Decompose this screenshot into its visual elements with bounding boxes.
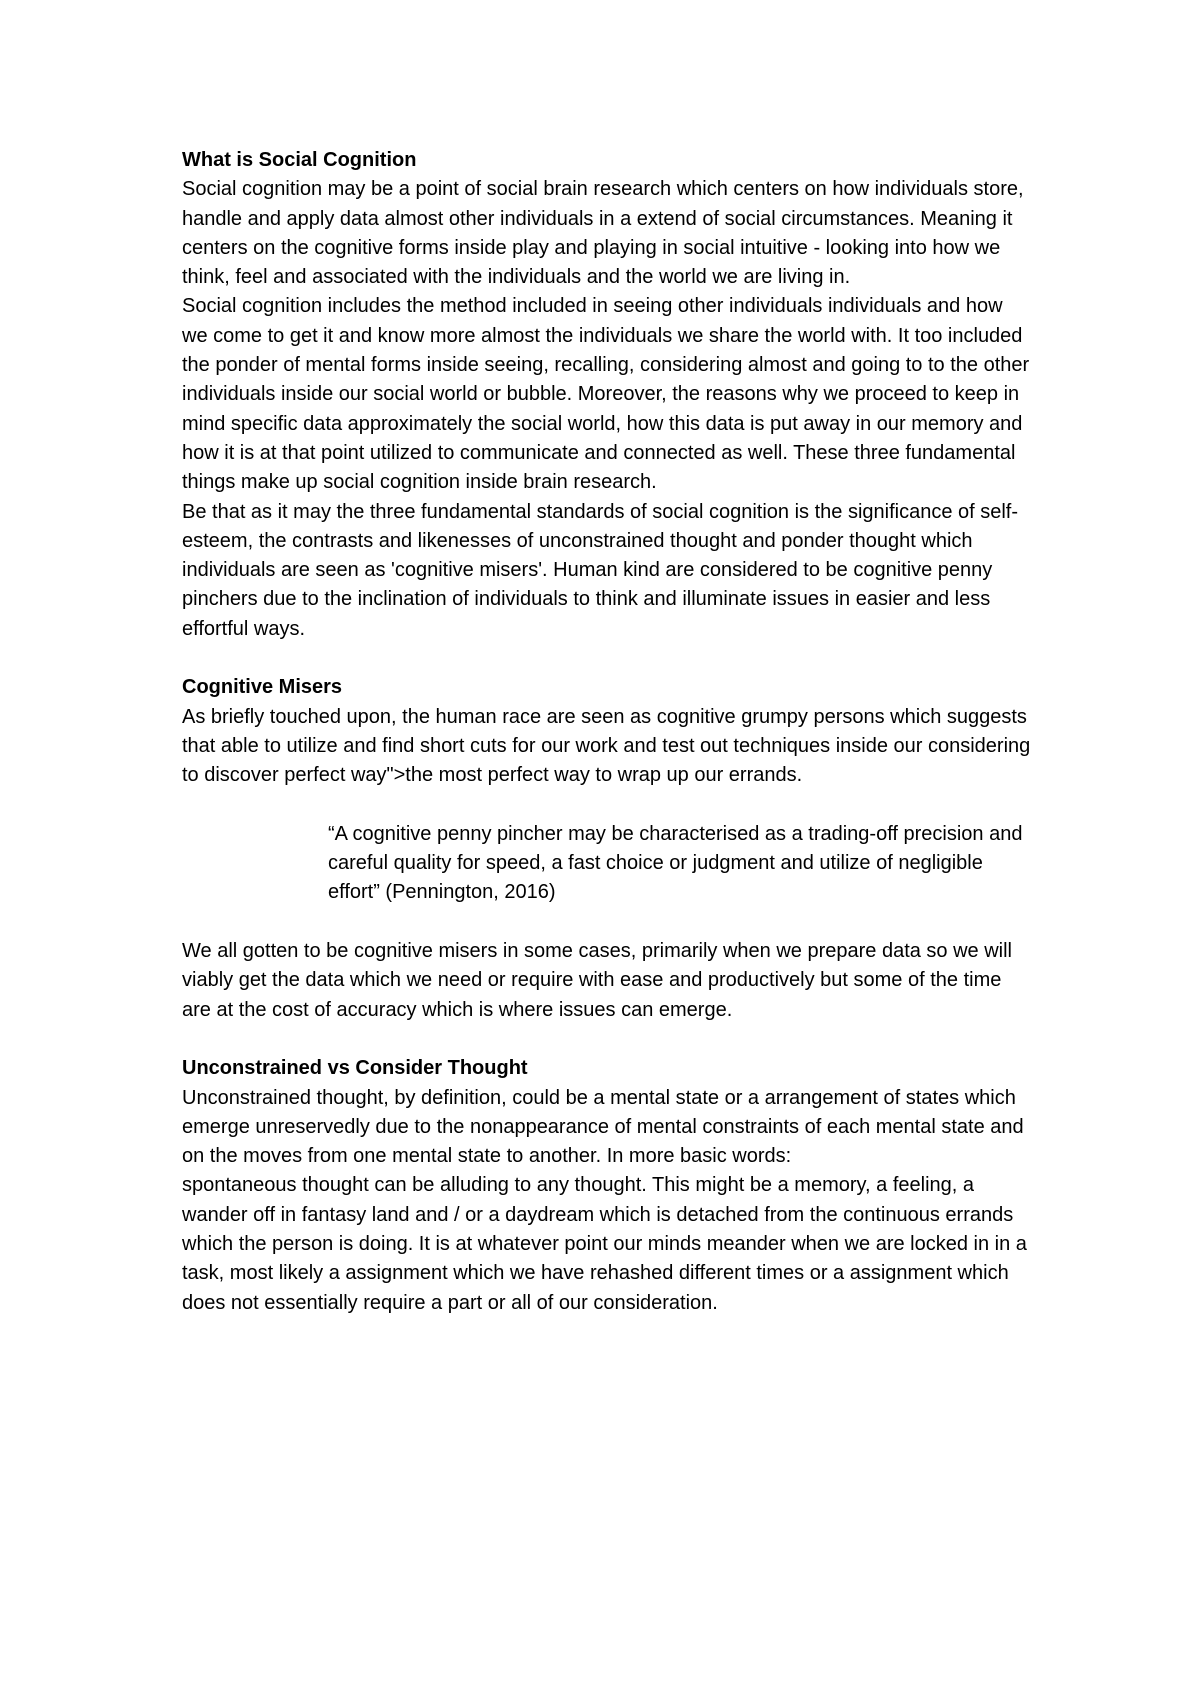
- spacer: [182, 791, 1032, 820]
- heading-cognitive-misers: Cognitive Misers: [182, 676, 343, 699]
- heading-what-is-social-cognition: What is Social Cognition: [182, 149, 417, 171]
- paragraph-social-cognition-standards: Be that as it may the three fundamental standards of social cognition is the significance of self-esteem, the contrasts and likenesses of unconstrained thought and ponder thought which individuals are seen as 'cognitive misers'. Human kind are considered to be cognitive penny pinchers due to the inclination of individuals to think and illuminate issues in easier and less effortful ways.: [182, 500, 1019, 640]
- paragraph-social-cognition-definition: Social cognition may be a point of social brain research which centers on how individuals store, handle and apply data almost other individuals in a extend of social circumstances. Meaning it centers on the cognitive forms inside play and playing in social intuitive - looking into how we think, feel and associated with the individuals and the world we are living in.: [182, 178, 1024, 289]
- paragraph-cognitive-misers-intro: As briefly touched upon, the human race are seen as cognitive grumpy persons which suggests that able to utilize and find short cuts for our work and test out techniques inside our considering to discover perfect way">the most perfect way to wrap up our errands.: [182, 705, 1031, 787]
- paragraph-spontaneous-thought: spontaneous thought can be alluding to any thought. This might be a memory, a feeling, a wander off in fantasy land and / or a daydream which is detached from the continuous errands which the person is doing. It is at whatever point our minds meander when we are locked in in a task, most likely a assignment which we have rehashed different times or a assignment which does not essentially require a part or all of our consideration.: [182, 1174, 1027, 1314]
- paragraph-unconstrained-definition: Unconstrained thought, by definition, could be a mental state or a arrangement of states which emerge unreservedly due to the nonappearance of mental constraints of each mental state and on the moves from one mental state to another. In more basic words:: [182, 1086, 1024, 1168]
- paragraph-cognitive-misers-cost: We all gotten to be cognitive misers in some cases, primarily when we prepare data so we will viably get the data which we need or require with ease and productively but some of the time are at the cost of accuracy which is where issues can emerge.: [182, 940, 1012, 1021]
- spacer: [182, 644, 1032, 673]
- spacer: [182, 1025, 1032, 1054]
- spacer: [182, 908, 1032, 937]
- block-quote-pennington: “A cognitive penny pincher may be characterised as a trading-off precision and careful quality for speed, a fast choice or judgment and utilize of negligible effort” (Pennington, 2016): [328, 822, 1023, 904]
- paragraph-social-cognition-process: Social cognition includes the method included in seeing other individuals individuals and how we come to get it and know more almost the individuals we share the world with. It too included the ponder of mental forms inside seeing, recalling, considering almost and going to to the other individuals inside our social world or bubble. Moreover, the reasons why we proceed to keep in mind specific data approximately the social world, how this data is put away in our memory and how it is at that point utilized to communicate and connected as well. These three fundamental things make up social cognition inside brain research.: [182, 295, 1030, 494]
- heading-unconstrained-vs-consider: Unconstrained vs Consider Thought: [182, 1057, 528, 1080]
- document-body: [182, 146, 1032, 1318]
